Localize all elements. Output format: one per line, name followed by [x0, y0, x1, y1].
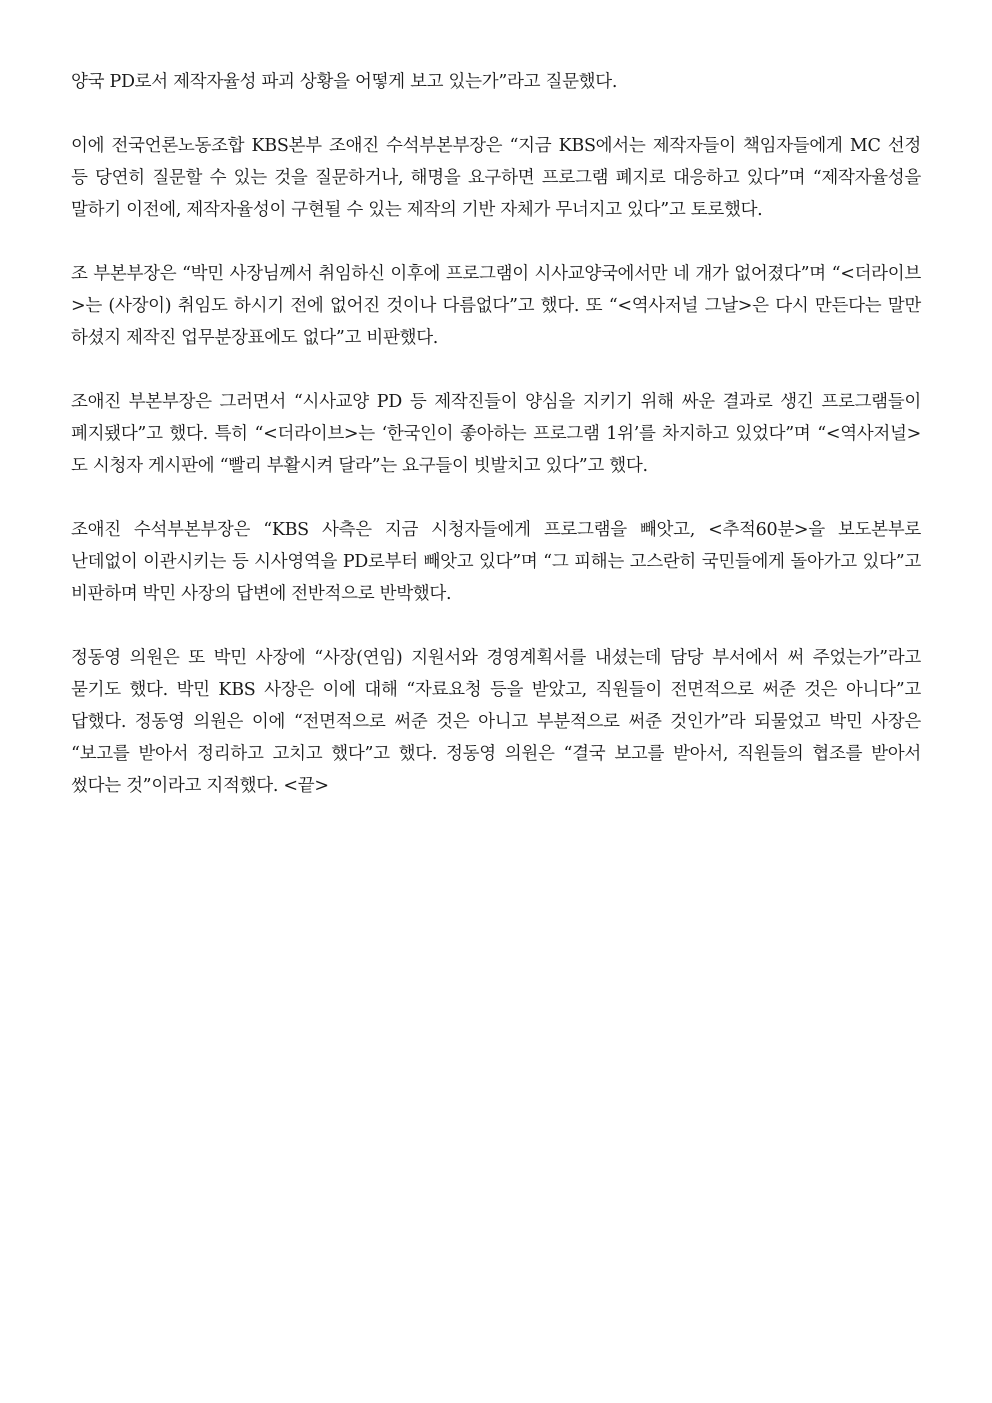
document-body	[71, 66, 921, 834]
paragraph-5: 조애진 수석부본부장은 “KBS 사측은 지금 시청자들에게 프로그램을 빼앗고, <추적60분>을 보도본부로 난데없이 이관시키는 등 시사영역을 PD로부터 빼앗고 있다”며 “그 피해는 고스란히 국민들에게 돌아가고 있다”고 비판하며 박민 사장의 답변에 전반적으로 반박했다.	[71, 520, 921, 604]
paragraph-2: 이에 전국언론노동조합 KBS본부 조애진 수석부본부장은 “지금 KBS에서는 제작자들이 책임자들에게 MC 선정 등 당연히 질문할 수 있는 것을 질문하거나, 해명을 요구하면 프로그램 폐지로 대응하고 있다”며 “제작자율성을 말하기 이전에, 제작자율성이 구현될 수 있는 제작의 기반 자체가 무너지고 있다”고 토로했다.	[71, 136, 921, 220]
paragraph-4: 조애진 부본부장은 그러면서 “시사교양 PD 등 제작진들이 양심을 지키기 위해 싸운 결과로 생긴 프로그램들이 폐지됐다”고 했다. 특히 “<더라이브>는 ‘한국인이 좋아하는 프로그램 1위’를 차지하고 있었다”며 “<역사저널> 도 시청자 게시판에 “빨리 부활시켜 달라”는 요구들이 빗발치고 있다”고 했다.	[71, 392, 921, 476]
paragraph-1: 양국 PD로서 제작자율성 파괴 상황을 어떻게 보고 있는가”라고 질문했다.	[71, 72, 618, 92]
paragraph-6: 정동영 의원은 또 박민 사장에 “사장(연임) 지원서와 경영계획서를 내셨는데 담당 부서에서 써 주었는가”라고 묻기도 했다. 박민 KBS 사장은 이에 대해 “자료요청 등을 받았고, 직원들이 전면적으로 써준 것은 아니다”고 답했다. 정동영 의원은 이에 “전면적으로 써준 것은 아니고 부분적으로 써준 것인가”라 되물었고 박민 사장은 “보고를 받아서 정리하고 고치고 했다”고 했다. 정동영 의원은 “결국 보고를 받아서, 직원들의 협조를 받아서 썼다는 것”이라고 지적했다. <끝>	[71, 648, 921, 796]
paragraph-3: 조 부본부장은 “박민 사장님께서 취임하신 이후에 프로그램이 시사교양국에서만 네 개가 없어졌다”며 “<더라이브>는 (사장이) 취임도 하시기 전에 없어진 것이나 다름없다”고 했다. 또 “<역사저널 그날>은 다시 만든다는 말만 하셨지 제작진 업무분장표에도 없다”고 비판했다.	[71, 264, 921, 348]
